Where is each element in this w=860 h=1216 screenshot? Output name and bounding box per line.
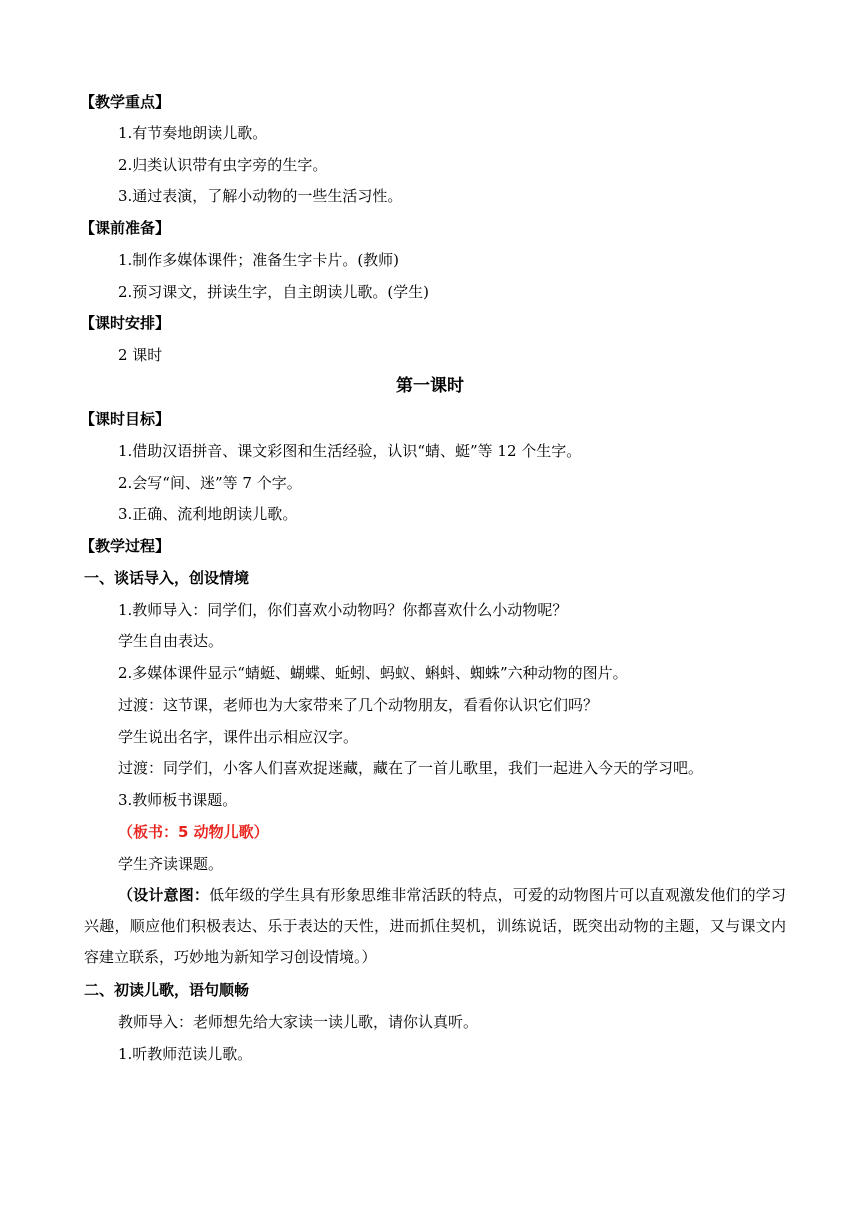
paragraph: 过渡：这节课，老师也为大家带来了几个动物朋友，看看你认识它们吗？ xyxy=(118,696,599,714)
design-intent-note xyxy=(84,880,786,973)
section-heading-1: 一、谈话导入，创设情境 xyxy=(84,569,250,587)
section-heading-2: 二、初读儿歌，语句顺畅 xyxy=(84,981,250,999)
board-writing: （板书：5 动物儿歌） xyxy=(118,823,269,841)
paragraph: 2.多媒体课件显示“蜻蜓、蝴蝶、蚯蚓、蚂蚁、蝌蚪、蜘蛛”六种动物的图片。 xyxy=(118,664,628,682)
design-intent-body: 低年级的学生具有形象思维非常活跃的特点，可爱的动物图片可以直观激发他们的学习兴趣，顺应他们积极表达、乐于表达的天性，进而抓住契机，训练说话，既突出动物的主题，又与课文内容建立联系，巧妙地为新知学习创设情境。） xyxy=(84,886,786,966)
design-intent-label: （设计意图： xyxy=(118,886,210,904)
heading-schedule: 【课时安排】 xyxy=(80,314,171,332)
key-point-1: 1.有节奏地朗读儿歌。 xyxy=(118,124,268,142)
key-point-2: 2.归类认识带有虫字旁的生字。 xyxy=(118,156,328,174)
prep-item-2: 2.预习课文，拼读生字，自主朗读儿歌。(学生) xyxy=(118,283,430,301)
paragraph: 过渡：同学们，小客人们喜欢捉迷藏，藏在了一首儿歌里，我们一起进入今天的学习吧。 xyxy=(118,759,704,777)
heading-goals: 【课时目标】 xyxy=(80,410,171,428)
prep-item-1: 1.制作多媒体课件；准备生字卡片。(教师) xyxy=(118,251,400,269)
key-point-3: 3.通过表演，了解小动物的一些生活习性。 xyxy=(118,187,403,205)
goal-1: 1.借助汉语拼音、课文彩图和生活经验，认识“蜻、蜓”等 12 个生字。 xyxy=(118,442,582,460)
paragraph: 教师导入：老师想先给大家读一读儿歌，请你认真听。 xyxy=(118,1013,479,1031)
lesson-title: 第一课时 xyxy=(396,376,464,396)
paragraph: 1.听教师范读儿歌。 xyxy=(118,1045,253,1063)
goal-3: 3.正确、流利地朗读儿歌。 xyxy=(118,505,298,523)
paragraph: 1.教师导入：同学们，你们喜欢小动物吗？你都喜欢什么小动物呢？ xyxy=(118,601,568,619)
paragraph: 学生说出名字，课件出示相应汉字。 xyxy=(118,728,359,746)
paragraph: 学生齐读课题。 xyxy=(118,855,224,873)
heading-process: 【教学过程】 xyxy=(80,537,171,555)
heading-key-points: 【教学重点】 xyxy=(80,93,171,111)
paragraph: 学生自由表达。 xyxy=(118,632,224,650)
goal-2: 2.会写“间、迷”等 7 个字。 xyxy=(118,474,302,492)
heading-preparation: 【课前准备】 xyxy=(80,219,171,237)
paragraph: 3.教师板书课题。 xyxy=(118,791,238,809)
schedule-value: 2 课时 xyxy=(118,346,163,364)
